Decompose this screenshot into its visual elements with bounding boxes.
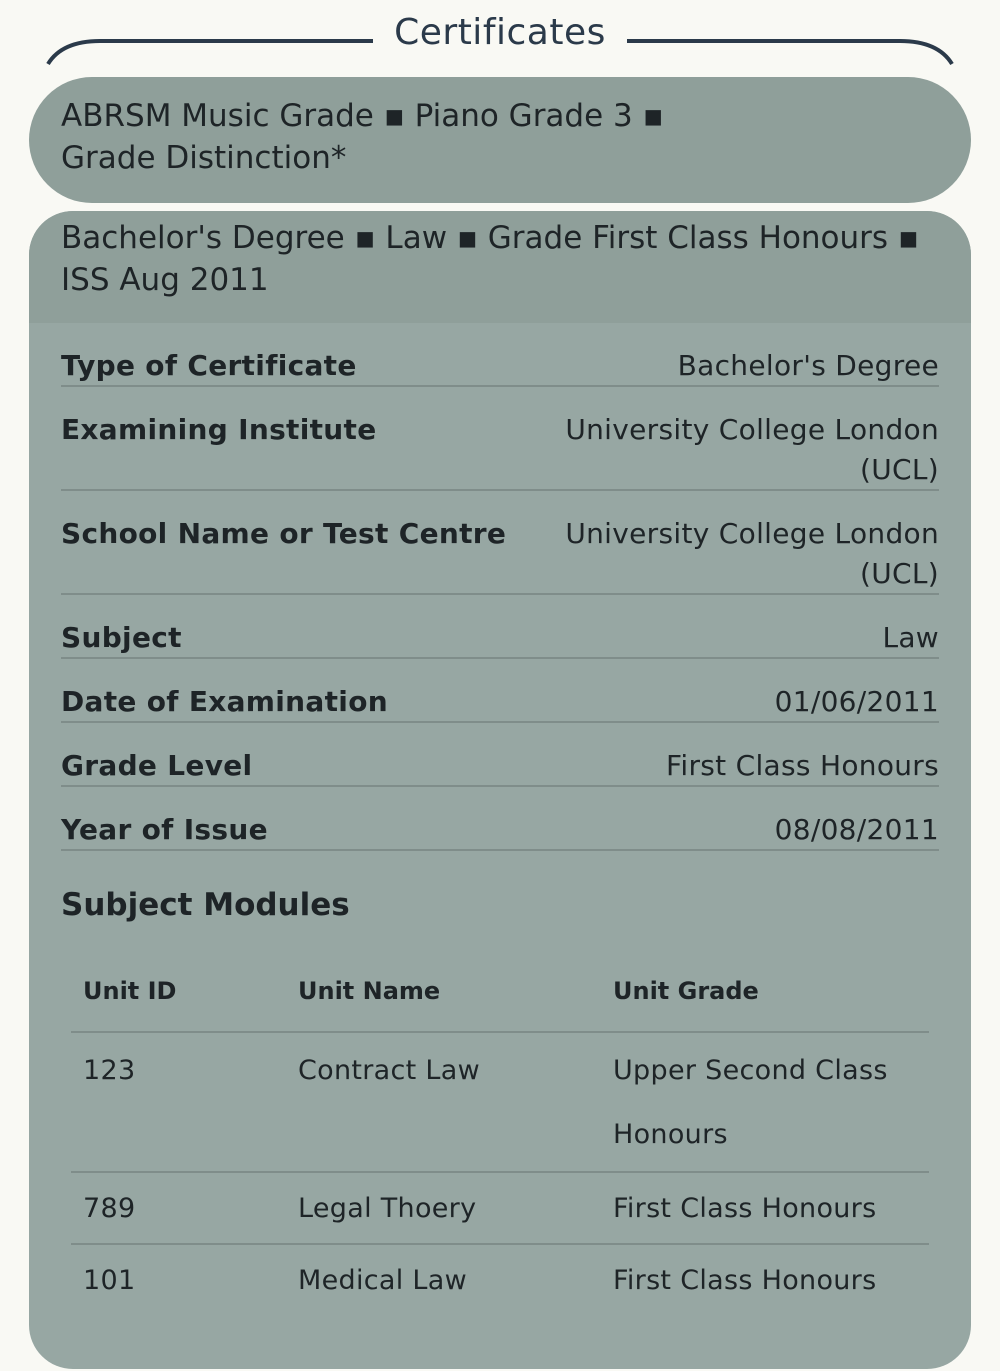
unit-name-cell: Contract Law <box>298 1055 481 1086</box>
certificate-details <box>61 323 939 851</box>
subject-modules-title: Subject Modules <box>61 887 350 923</box>
detail-row-school <box>61 491 939 595</box>
certificate-card-bachelors[interactable] <box>29 211 971 1369</box>
detail-value: University College London (UCL) <box>565 413 939 486</box>
unit-grade-cell: Upper Second Class Honours <box>613 1055 888 1150</box>
detail-label: School Name or Test Centre <box>61 517 507 550</box>
detail-label: Type of Certificate <box>61 349 357 382</box>
detail-row-exam-date <box>61 659 939 723</box>
detail-label: Grade Level <box>61 749 253 782</box>
certificate-card-abrsm[interactable] <box>29 77 971 203</box>
detail-value: First Class Honours <box>666 749 939 782</box>
detail-row-grade-level <box>61 723 939 787</box>
table-header <box>71 967 929 1033</box>
subject-modules-table <box>71 967 929 1317</box>
certificate-card-header[interactable] <box>29 211 971 323</box>
detail-value: Law <box>882 621 939 654</box>
detail-value: 01/06/2011 <box>774 685 939 718</box>
detail-label: Year of Issue <box>61 813 268 846</box>
section-header <box>0 0 1000 70</box>
certificate-summary: ABRSM Music Grade ▪ Piano Grade 3 ▪ Grade Distinction* <box>61 98 664 176</box>
column-header-unit-id: Unit ID <box>83 977 177 1005</box>
detail-row-institute <box>61 387 939 491</box>
unit-grade-cell: First Class Honours <box>613 1265 877 1296</box>
unit-grade-cell: First Class Honours <box>613 1193 877 1224</box>
unit-name-cell: Medical Law <box>298 1265 467 1296</box>
detail-label: Subject <box>61 621 182 654</box>
column-header-unit-grade: Unit Grade <box>613 977 759 1005</box>
column-header-unit-name: Unit Name <box>298 977 441 1005</box>
unit-id-cell: 123 <box>83 1055 136 1086</box>
detail-row-year-of-issue <box>61 787 939 851</box>
detail-label: Examining Institute <box>61 413 377 446</box>
detail-value: 08/08/2011 <box>774 813 939 846</box>
unit-name-cell: Legal Thoery <box>298 1193 477 1224</box>
detail-label: Date of Examination <box>61 685 388 718</box>
certificate-summary: Bachelor's Degree ▪ Law ▪ Grade First Class Honours ▪ ISS Aug 2011 <box>61 220 919 298</box>
unit-id-cell: 789 <box>83 1193 136 1224</box>
detail-row-subject <box>61 595 939 659</box>
detail-value: Bachelor's Degree <box>677 349 939 382</box>
table-row <box>71 1245 929 1317</box>
detail-row-type <box>61 323 939 387</box>
table-row <box>71 1173 929 1245</box>
detail-value: University College London (UCL) <box>565 517 939 590</box>
unit-id-cell: 101 <box>83 1265 136 1296</box>
section-title: Certificates <box>394 12 606 53</box>
table-row <box>71 1033 929 1173</box>
